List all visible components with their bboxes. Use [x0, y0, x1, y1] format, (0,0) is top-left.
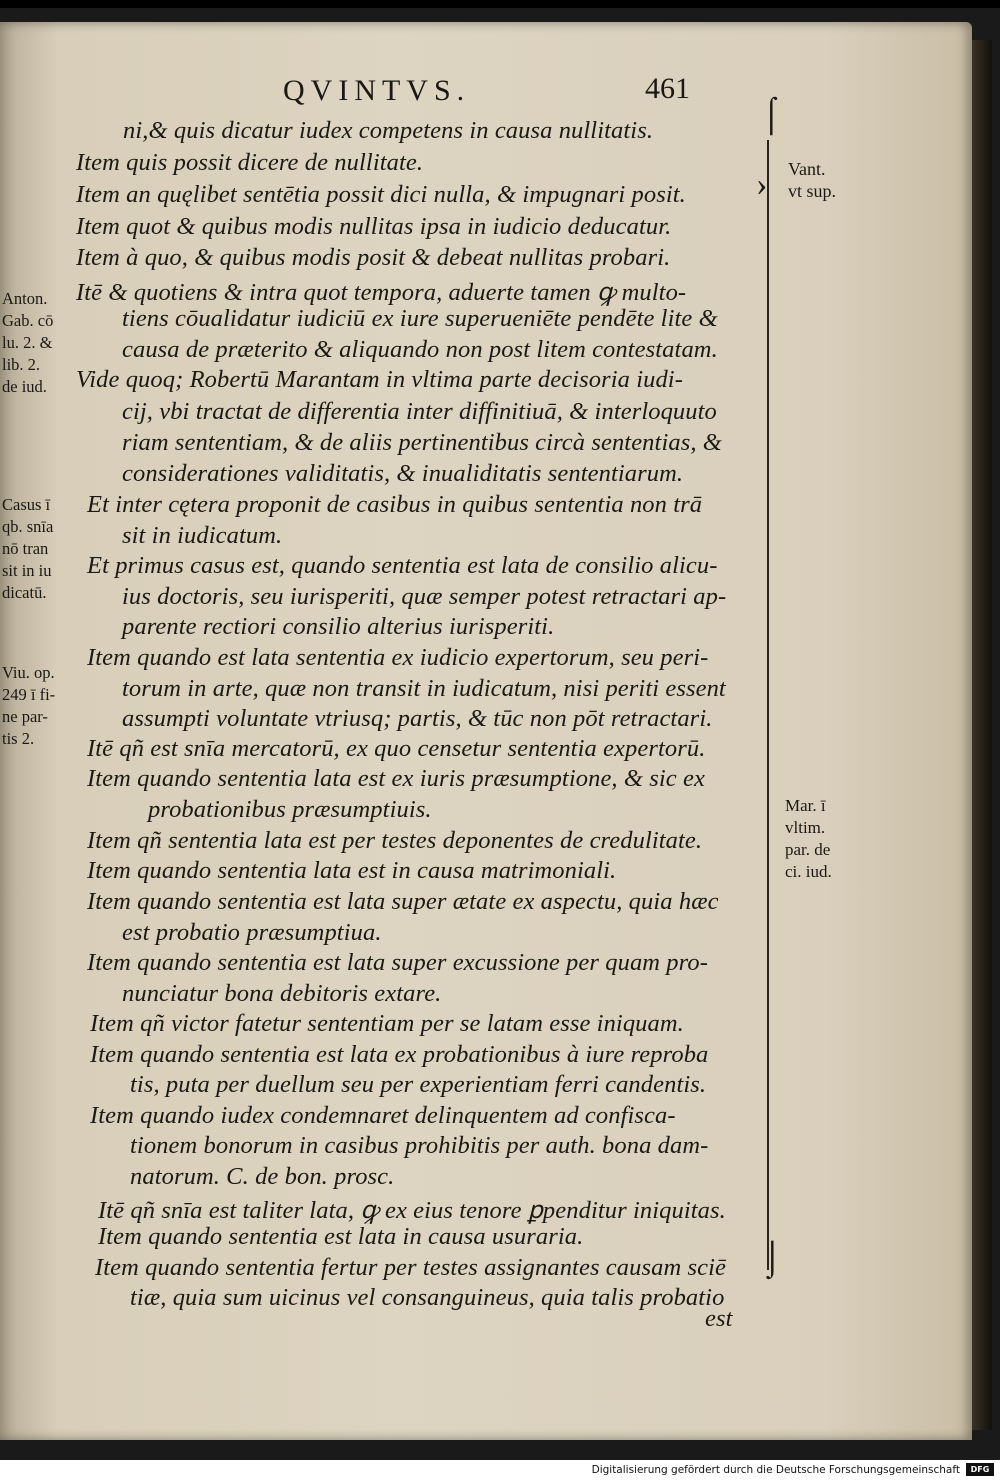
text-line: Item quis possit dicere de nullitate.: [76, 149, 424, 176]
margin-note-left: Anton. Gab. cō lu. 2. & lib. 2. de iud.: [2, 289, 54, 396]
text-line: Item quot & quibus modis nullitas ipsa in iudicio deducatur.: [76, 213, 672, 240]
text-line: Item quando sententia lata est ex iuris præsumptione, & sic ex: [87, 765, 705, 792]
text-line: Et primus casus est, quando sententia est lata de consilio alicu-: [87, 552, 718, 579]
text-line: cij, vbi tractat de differentia inter diffinitiuā, & interloquuto: [122, 398, 717, 425]
text-line: Itē qñ est snīa mercatorū, ex quo censetur sententia expertorū.: [87, 735, 706, 762]
footer-credit: Digitalisierung gefördert durch die Deutsche Forschungsgemeinschaft: [591, 1464, 960, 1476]
text-line: sit in iudicatum.: [122, 522, 283, 549]
page-edge: [972, 40, 992, 1430]
text-line: ius doctoris, seu iurisperiti, quæ semper potest retractari ap-: [122, 583, 727, 610]
text-line: natorum. C. de bon. prosc.: [130, 1163, 395, 1190]
running-title: QVINTVS.: [283, 74, 471, 107]
text-line: est probatio præsumptiua.: [122, 919, 382, 946]
page-number: 461: [645, 72, 690, 105]
text-line: Item qñ victor fatetur sententiam per se latam esse iniquam.: [90, 1010, 684, 1037]
text-line: tiens cōualidatur iudiciū ex iure superueniēte pendēte lite &: [122, 305, 718, 332]
brace-bottom-mark: ⌡: [762, 1240, 783, 1277]
brace-top-mark: ⌠: [761, 96, 782, 133]
margin-note-right: Vant. vt sup.: [788, 159, 837, 201]
text-line: Item qñ sententia lata est per testes deponentes de credulitate.: [87, 827, 703, 854]
text-line: est: [705, 1305, 733, 1332]
text-line: nunciatur bona debitoris extare.: [122, 980, 442, 1007]
text-line: Item quando est lata sententia ex iudicio expertorum, seu peri-: [87, 644, 709, 671]
text-line: tionem bonorum in casibus prohibitis per auth. bona dam-: [130, 1132, 709, 1159]
text-line: Itē qñ snīa est taliter lata, ꝙ ex eius tenore ꝑpenditur iniquitas.: [98, 1197, 726, 1224]
text-line: riam sententiam, & de aliis pertinentibus circà sententias, &: [122, 429, 722, 456]
text-line: Item à quo, & quibus modis posit & debeat nullitas probari.: [76, 244, 671, 271]
text-line: assumpti voluntate vtriusq; partis, & tūc non pōt retractari.: [122, 705, 713, 732]
text-line: Item quando sententia fertur per testes assignantes causam sciē: [95, 1254, 726, 1281]
brace-line: [767, 140, 769, 1270]
text-line: Item quando sententia est lata in causa usuraria.: [98, 1223, 584, 1250]
margin-note-right: Mar. ī vltim. par. de ci. iud.: [785, 796, 832, 881]
brace-point-mark: ›: [756, 166, 768, 203]
margin-note-left: Casus ī qb. snīa nō tran sit in iu dicatū.: [2, 495, 54, 602]
text-line: ni,& quis dicatur iudex competens in causa nullitatis.: [123, 117, 654, 144]
text-line: considerationes validitatis, & inualiditatis sententiarum.: [122, 460, 684, 487]
text-line: tis, puta per duellum seu per experientiam ferri candentis.: [130, 1071, 707, 1098]
text-line: Item quando sententia lata est in causa matrimoniali.: [87, 857, 617, 884]
text-line: torum in arte, quæ non transit in iudicatum, nisi periti essent: [122, 675, 726, 702]
text-line: probationibus præsumptiuis.: [148, 796, 432, 823]
text-line: Itē & quotiens & intra quot tempora, aduerte tamen ꝙ multo-: [76, 279, 687, 306]
margin-note-left: Viu. op. 249 ī fi- ne par- tis 2.: [2, 663, 56, 748]
text-line: Item quando sententia est lata super ætate ex aspectu, quia hæc: [87, 888, 719, 915]
text-line: parente rectiori consilio alterius iurisperiti.: [122, 613, 555, 640]
text-line: Item quando iudex condemnaret delinquentem ad confisca-: [90, 1102, 676, 1129]
text-line: Item an quęlibet sentētia possit dici nulla, & impugnari posit.: [76, 181, 686, 208]
text-line: tiæ, quia sum uicinus vel consanguineus, quia talis probatio: [130, 1284, 725, 1311]
text-line: Item quando sententia est lata ex probationibus à iure reproba: [90, 1041, 709, 1068]
text-line: Et inter cętera proponit de casibus in quibus sententia non trā: [87, 491, 703, 518]
text-line: Vide quoq; Robertū Marantam in vltima parte decisoria iudi-: [76, 366, 683, 393]
text-line: Item quando sententia est lata super excussione per quam pro-: [87, 949, 708, 976]
dfg-logo-icon: DFG: [966, 1463, 994, 1476]
text-line: causa de præterito & aliquando non post litem contestatam.: [122, 336, 718, 363]
